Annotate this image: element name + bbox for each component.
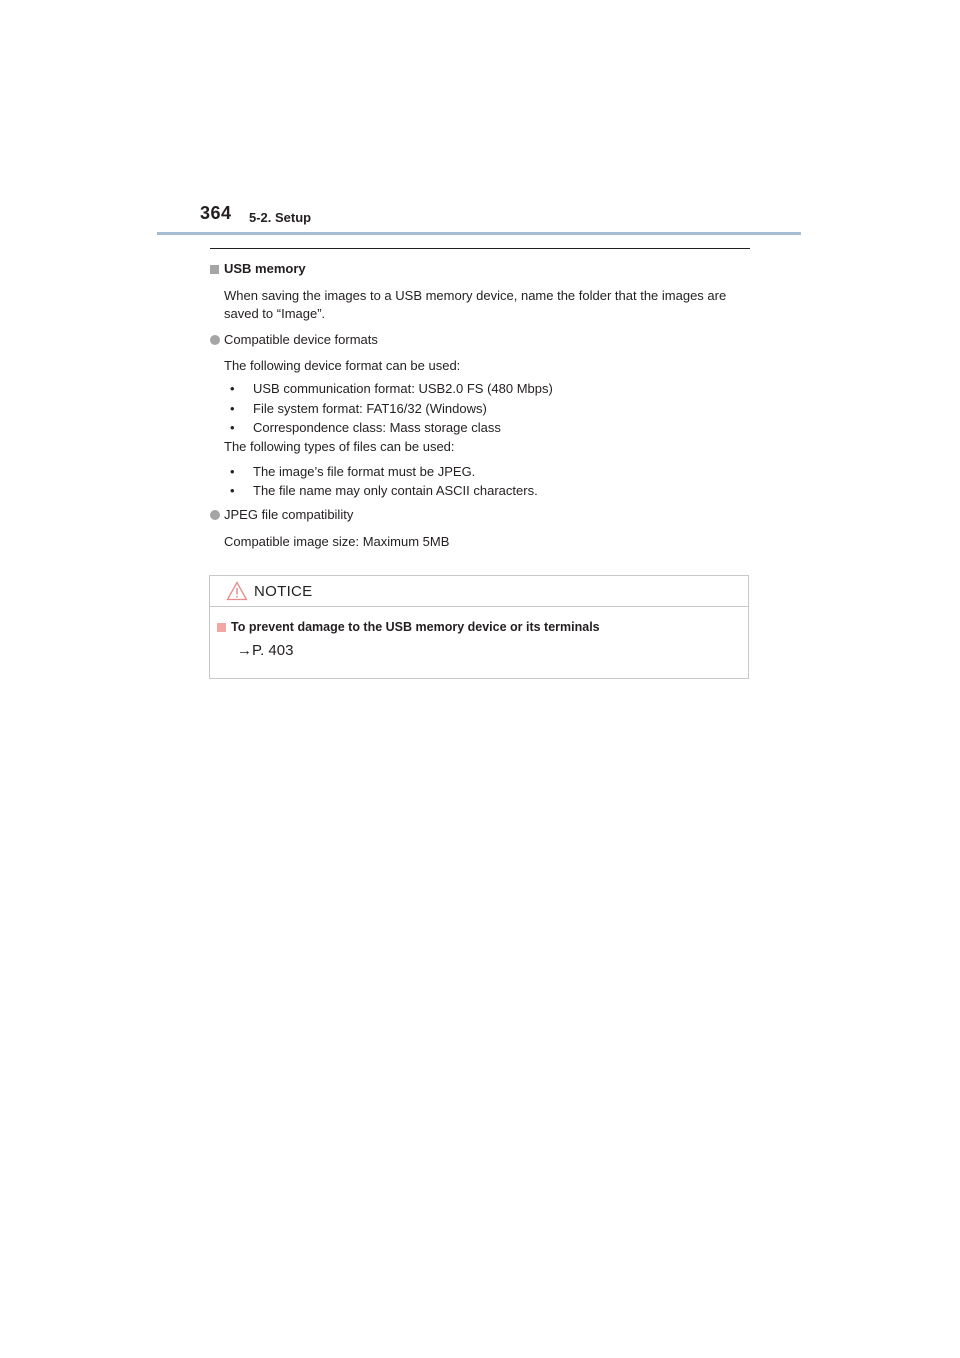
square-bullet-icon [217,623,226,632]
notice-title: NOTICE [254,582,313,600]
warning-triangle-icon [226,581,248,601]
jpeg-heading [210,506,750,524]
jpeg-text: Compatible image size: Maximum 5MB [224,533,450,549]
circle-bullet-icon [210,335,220,345]
usb-memory-section [210,260,750,551]
notice-box [209,575,749,679]
files-intro: The following types of files can be used: [224,438,455,454]
content-rule [210,248,750,249]
formats-list [210,379,750,438]
jpeg-title: JPEG file compatibility [224,506,354,522]
list-item: • File system format: FAT16/32 (Windows) [230,400,487,416]
formats-intro: The following device format can be used: [224,358,461,373]
list-item: • USB communication format: USB2.0 FS (480 Mbps) [230,381,553,396]
formats-title: Compatible device formats [224,332,378,347]
page-number: 364 [200,203,232,223]
notice-header [210,576,748,607]
usb-memory-title: USB memory [224,261,306,276]
square-bullet-icon [210,265,219,274]
circle-bullet-icon [210,510,220,520]
usb-memory-intro: When saving the images to a USB memory device, name the folder that the images are saved to “Image”. [224,288,727,321]
header-rule [157,232,801,235]
notice-subtitle: To prevent damage to the USB memory device or its terminals [231,620,600,634]
list-item: • Correspondence class: Mass storage class [230,420,501,435]
notice-body [210,607,748,659]
notice-subheading [217,620,748,634]
formats-heading [210,331,750,349]
list-item: • The file name may only contain ASCII characters. [230,483,538,498]
page-reference-link[interactable]: →P. 403 [237,642,294,659]
section-title: 5-2. Setup [249,210,312,225]
list-item: • The image’s file format must be JPEG. [230,463,476,479]
usb-memory-heading [210,260,750,278]
files-list [210,462,750,501]
